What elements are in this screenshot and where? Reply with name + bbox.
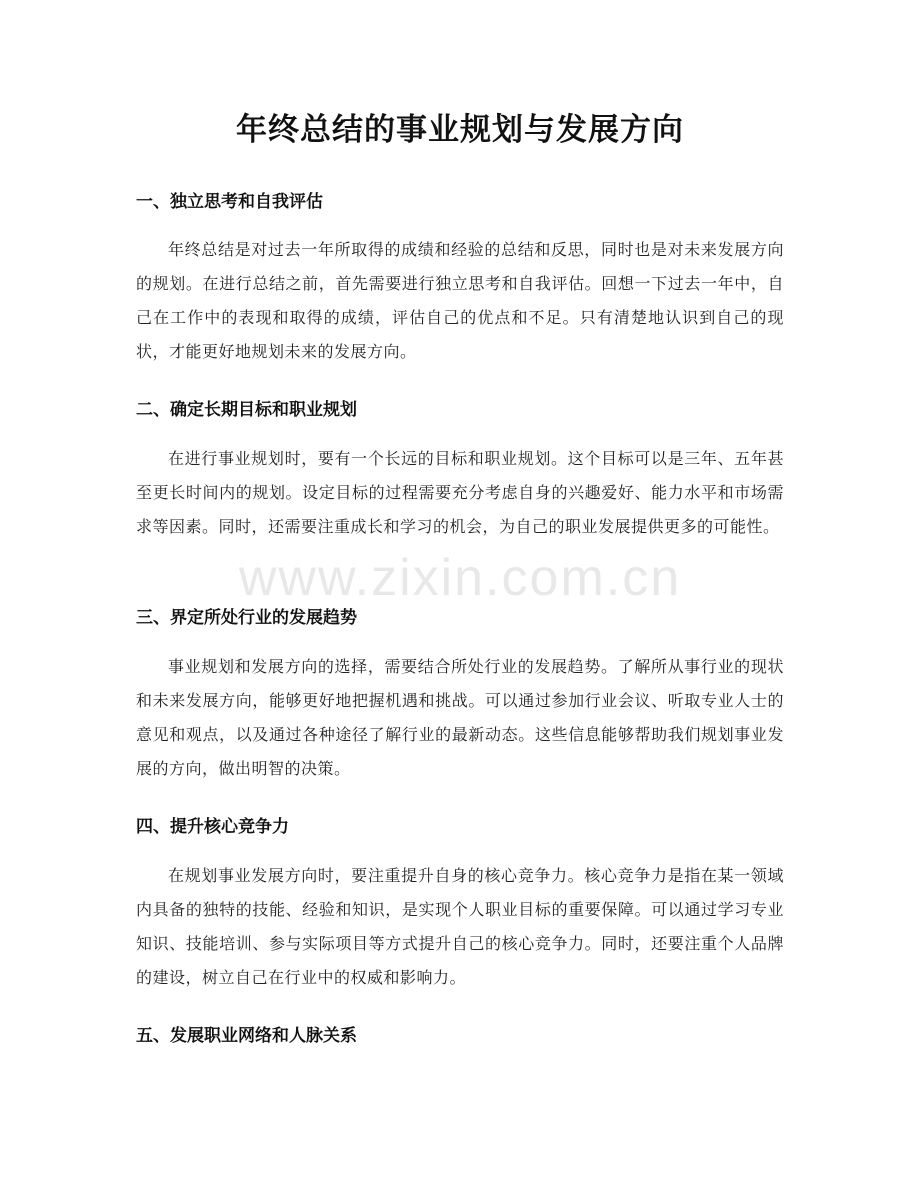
document-title: 年终总结的事业规划与发展方向	[236, 112, 684, 148]
watermark-text: www.zixin.com.cn	[238, 549, 682, 607]
section-heading-2: 二、确定长期目标和职业规划	[136, 400, 357, 420]
section-paragraph-2: 在进行事业规划时，要有一个长远的目标和职业规划。这个目标可以是三年、五年甚至更长时间内的规划。设定目标的过程需要充分考虑自身的兴趣爱好、能力水平和市场需求等因素。同时，还需要注重成长和学习的机会，为自己的职业发展提供更多的可能性。	[136, 449, 784, 536]
section-heading-3: 三、界定所处行业的发展趋势	[136, 608, 357, 628]
section-paragraph-1: 年终总结是对过去一年所取得的成绩和经验的总结和反思，同时也是对未来发展方向的规划。在进行总结之前，首先需要进行独立思考和自我评估。回想一下过去一年中，自己在工作中的表现和取得的成绩，评估自己的优点和不足。只有清楚地认识到自己的现状，才能更好地规划未来的发展方向。	[136, 240, 784, 361]
section-heading-1: 一、独立思考和自我评估	[136, 192, 323, 212]
section-paragraph-3: 事业规划和发展方向的选择，需要结合所处行业的发展趋势。了解所从事行业的现状和未来发展方向，能够更好地把握机遇和挑战。可以通过参加行业会议、听取专业人士的意见和观点，以及通过各种途径了解行业的最新动态。这些信息能够帮助我们规划事业发展的方向，做出明智的决策。	[136, 657, 784, 778]
section-heading-4: 四、提升核心竞争力	[136, 817, 289, 837]
section-paragraph-4: 在规划事业发展方向时，要注重提升自身的核心竞争力。核心竞争力是指在某一领域内具备的独特的技能、经验和知识，是实现个人职业目标的重要保障。可以通过学习专业知识、技能培训、参与实际项目等方式提升自己的核心竞争力。同时，还要注重个人品牌的建设，树立自己在行业中的权威和影响力。	[136, 866, 784, 987]
section-heading-5: 五、发展职业网络和人脉关系	[136, 1026, 357, 1046]
